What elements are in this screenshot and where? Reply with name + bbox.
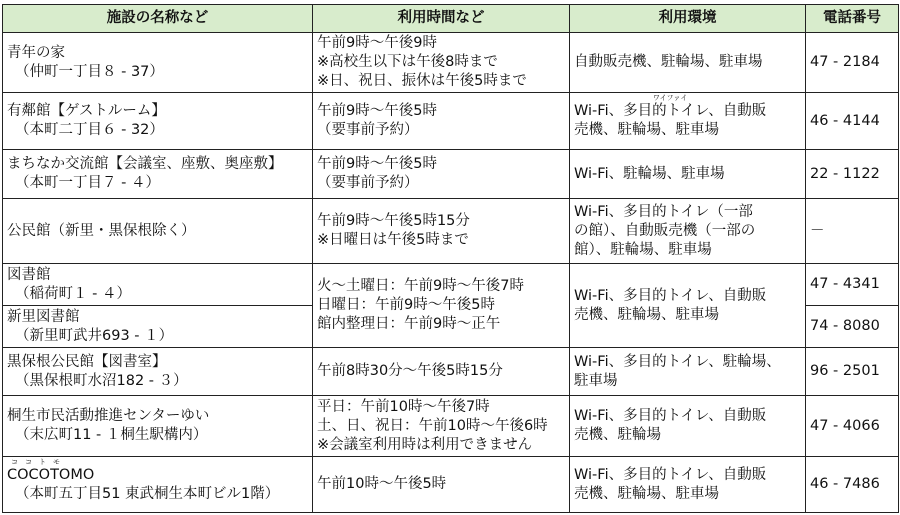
environment-line: Wi-Fi、多目的トイレ、駐輪場、 <box>574 353 781 370</box>
facility-address: （新里町武井693 - １） <box>15 327 174 344</box>
table-row <box>3 264 899 306</box>
environment-line: 自動販売機、駐輪場、駐車場 <box>574 54 763 70</box>
hours-line: 午前8時30分～午後5時15分 <box>317 363 503 379</box>
hours-line: 午前10時～午後5時 <box>317 476 447 492</box>
phone-cell: 47 - 4341 <box>806 264 899 306</box>
wifi-ruby: ワイファイ <box>652 94 688 102</box>
environment-cell <box>570 264 806 348</box>
environment-cell <box>570 396 806 457</box>
header-phone: 電話番号 <box>806 5 899 33</box>
hours-cell <box>313 264 570 348</box>
phone-cell: 46 - 7486 <box>806 457 899 513</box>
environment-line: 駐車場 <box>574 372 618 389</box>
hours-line: ※会議室利用時は利用できません <box>317 436 533 453</box>
environment-cell <box>570 199 806 264</box>
facility-name <box>7 457 308 485</box>
environment-cell <box>570 93 806 150</box>
environment-line: Wi-Fi、多目的トイレ、自動販 <box>574 466 767 483</box>
environment-line: 館）、駐輪場、駐車場 <box>574 241 712 258</box>
environment-line <box>574 94 801 121</box>
phone-cell: 46 - 4144 <box>806 93 899 150</box>
facility-address: （本町二丁目６ - 32） <box>15 122 164 138</box>
phone-cell: 47 - 2184 <box>806 33 899 93</box>
facility-cell <box>3 457 313 513</box>
hours-line: ※日、祝日、振休は午後5時まで <box>317 73 527 89</box>
header-hours: 利用時間など <box>313 5 570 33</box>
facility-address: （稲荷町１ - ４） <box>15 285 131 302</box>
facility-cell <box>3 93 313 150</box>
environment-line: Wi-Fi、多目的トイレ、自動販 <box>574 287 767 304</box>
table-row <box>3 457 899 513</box>
table-row <box>3 199 899 264</box>
facility-cell <box>3 306 313 348</box>
hours-line: 午前9時～午後9時 <box>317 35 437 51</box>
facility-cell <box>3 396 313 457</box>
environment-line: 売機、駐輪場、駐車場 <box>574 485 719 502</box>
facility-cell <box>3 199 313 264</box>
phone-cell: 96 - 2501 <box>806 348 899 396</box>
hours-line: 午前9時～午後5時15分 <box>317 213 470 229</box>
hours-line: 日曜日：午前9時～午後5時 <box>317 297 495 313</box>
table-row <box>3 348 899 396</box>
hours-line: （要事前予約） <box>317 175 419 191</box>
phone-cell: 22 - 1122 <box>806 150 899 199</box>
environment-text: Wi-Fi、多目的トイレ、自動販 <box>574 103 767 119</box>
table-header-row <box>3 5 899 33</box>
header-environment: 利用環境 <box>570 5 806 33</box>
hours-line: 館内整理日：午前9時～正午 <box>317 316 501 332</box>
facility-address: （末広町11 - １桐生駅構内） <box>15 427 208 443</box>
hours-cell <box>313 457 570 513</box>
facility-cell <box>3 348 313 396</box>
table-row <box>3 396 899 457</box>
facility-address: （本町五丁目51 東武桐生本町ビル1階） <box>15 485 280 502</box>
hours-line: （要事前予約） <box>317 122 419 138</box>
facility-name: 新里図書館 <box>7 308 80 325</box>
phone-cell: 74 - 8080 <box>806 306 899 348</box>
facility-cell <box>3 33 313 93</box>
facility-cell <box>3 264 313 306</box>
facility-name: まちなか交流館【会議室、座敷、奥座敷】 <box>7 156 283 172</box>
environment-cell <box>570 348 806 396</box>
table-row <box>3 33 899 93</box>
environment-cell <box>570 457 806 513</box>
environment-cell <box>570 150 806 199</box>
header-facility: 施設の名称など <box>3 5 313 33</box>
cocotomo-ruby-wrap <box>7 457 95 485</box>
environment-line: 売機、駐輪場、駐車場 <box>574 306 719 323</box>
hours-line: ※日曜日は午後5時まで <box>317 232 469 248</box>
table-row <box>3 93 899 150</box>
hours-cell <box>313 33 570 93</box>
hours-line: 平日：午前10時～午後7時 <box>317 398 490 415</box>
hours-line: 午前9時～午後5時 <box>317 156 437 172</box>
facility-name-text: COCOTOMO <box>7 466 95 483</box>
hours-line: ※高校生以下は午後8時まで <box>317 54 498 70</box>
facility-table <box>2 4 899 513</box>
facility-name: 黒保根公民館【図書室】 <box>7 353 167 370</box>
environment-line: 売機、駐輪場 <box>574 427 661 443</box>
wifi-ruby-wrap <box>574 94 767 121</box>
facility-name: 青年の家 <box>7 44 65 61</box>
hours-line: 土、日、祝日：午前10時～午後6時 <box>317 417 548 434</box>
phone-cell: 47 - 4066 <box>806 396 899 457</box>
facility-name: 図書館 <box>7 266 51 283</box>
table-row <box>3 150 899 199</box>
hours-cell <box>313 93 570 150</box>
environment-line: Wi-Fi、多目的トイレ、自動販 <box>574 408 767 424</box>
environment-line: の館）、自動販売機（一部の <box>574 222 756 239</box>
facility-address: （本町一丁目７ - ４） <box>15 175 160 191</box>
environment-line: Wi-Fi、駐輪場、駐車場 <box>574 165 725 182</box>
phone-cell: － <box>806 199 899 264</box>
facility-address: （黒保根町水沼182 - ３） <box>15 372 188 389</box>
hours-cell <box>313 199 570 264</box>
facility-name: 有鄰館【ゲストルーム】 <box>7 103 166 119</box>
environment-line: Wi-Fi、多目的トイレ（一部 <box>574 203 753 220</box>
environment-cell <box>570 33 806 93</box>
facility-name: 桐生市民活動推進センターゆい <box>7 408 210 424</box>
hours-line: 午前9時～午後5時 <box>317 103 437 119</box>
hours-cell <box>313 396 570 457</box>
facility-name: 公民館（新里・黒保根除く） <box>7 222 196 239</box>
hours-cell <box>313 348 570 396</box>
hours-cell <box>313 150 570 199</box>
cocotomo-ruby: ココトモ <box>11 457 67 466</box>
environment-line: 売機、駐輪場、駐車場 <box>574 122 719 138</box>
facility-address: （仲町一丁目８ - 37） <box>15 63 164 80</box>
hours-line: 火～土曜日：午前9時～午後7時 <box>317 278 524 294</box>
facility-cell <box>3 150 313 199</box>
